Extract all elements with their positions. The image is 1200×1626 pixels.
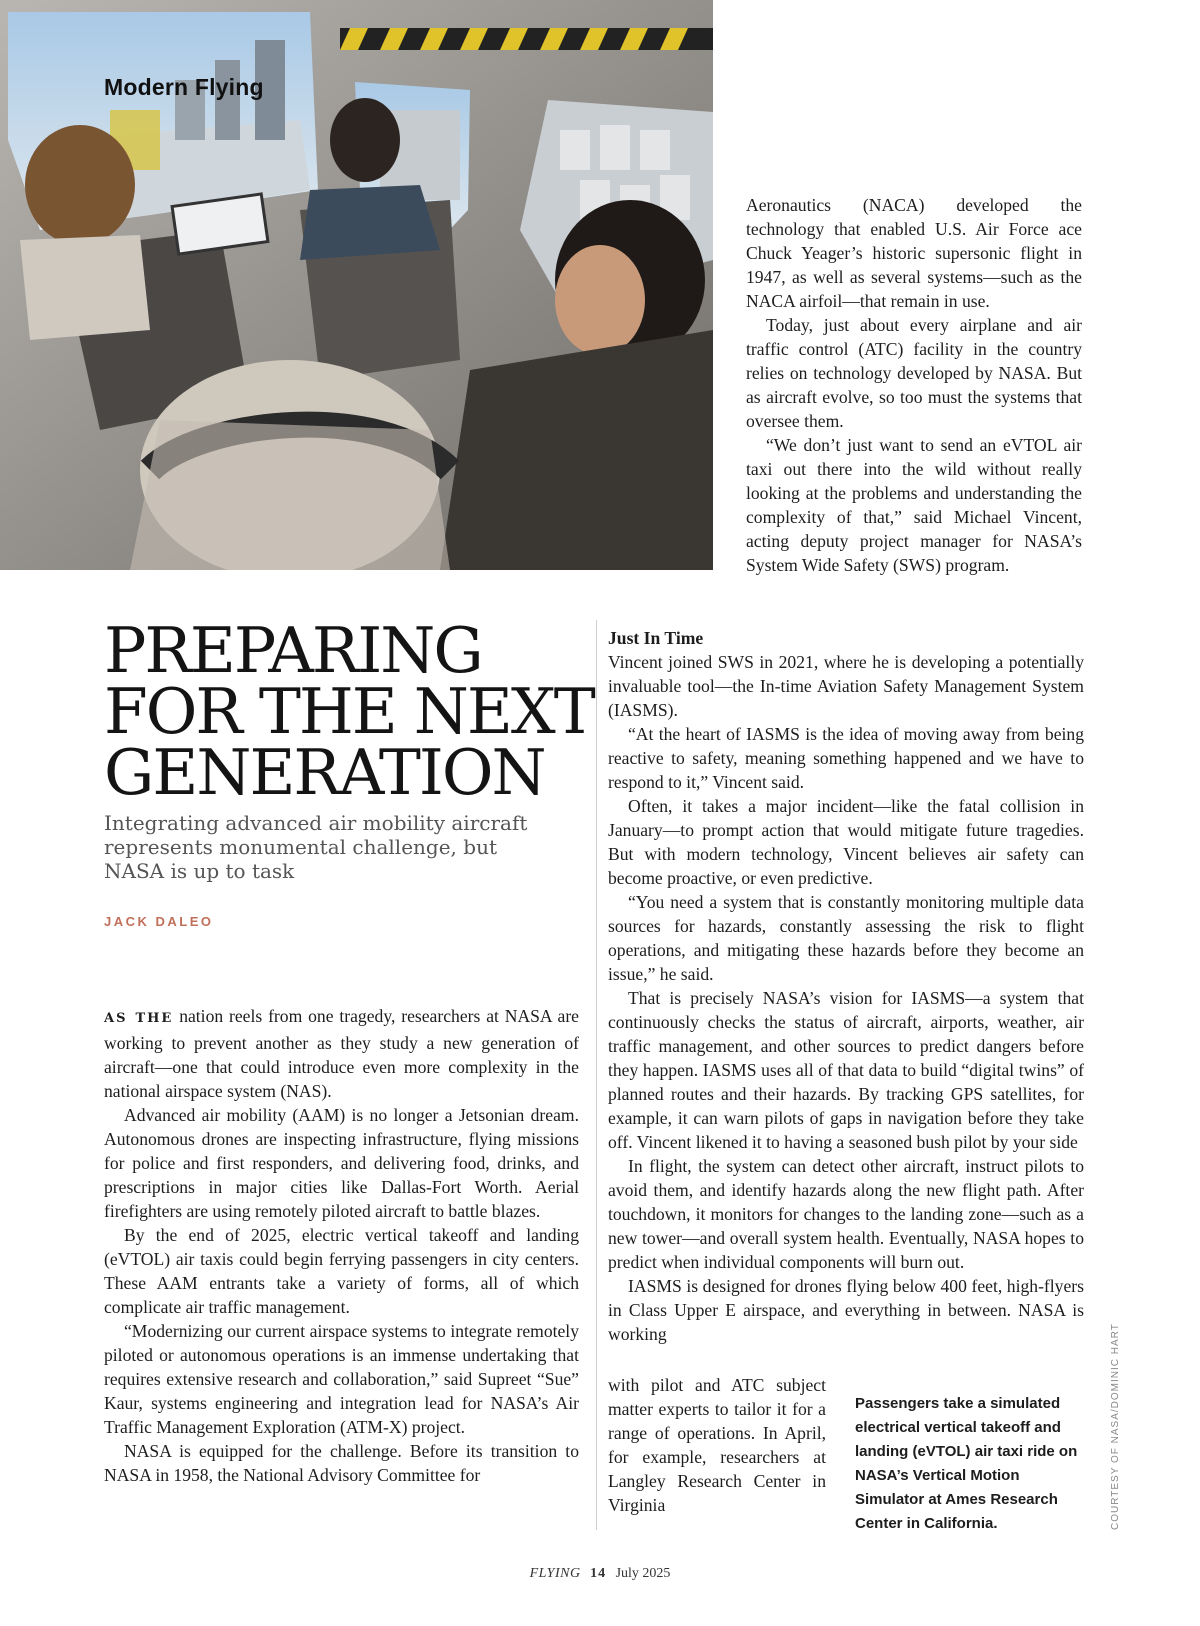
body-column-right [608,626,1084,1346]
intro-paragraph: Today, just about every airplane and air traffic control (ATC) facility in the country relies on technology developed by NASA. But as aircraft evolve, so too must the systems that oversee them. [746,315,1082,431]
body-paragraph: Often, it takes a major incident—like the fatal collision in January—to prompt action that would mitigate future tragedies. But with modern technology, Vincent believes air safety can become proactive, or even predictive. [608,796,1084,888]
intro-column [746,193,1082,577]
photo-credit: COURTESY OF NASA/DOMINIC HART [1110,1323,1121,1530]
byline: JACK DALEO [104,914,214,929]
body-paragraph: Vincent joined SWS in 2021, where he is developing a potentially invaluable tool—the In-time Aviation Safety Management System (IASMS). [608,652,1084,720]
body-paragraph: By the end of 2025, electric vertical takeoff and landing (eVTOL) air taxis could begin ferrying passengers in city centers. These AAM entrants take a variety of forms, all of which complicate air traffic management. [104,1225,579,1317]
body-paragraph: That is precisely NASA’s vision for IASMS—a system that continuously checks the status of aircraft, airports, weather, air traffic management, and other sources to predict dangers before they happen. IASMS uses all of that data to build “digital twins” of planned routes and their hazards. By tracking GPS satellites, for example, it can warn pilots of gaps in navigation before they take off. Vincent likened it to having a seasoned bush pilot by your side [608,988,1084,1152]
lead-text: nation reels from one tragedy, researchers at NASA are working to prevent another as they study a new generation of aircraft—one that could introduce even more complexity in the national airspace system (NAS). [104,1006,579,1101]
lead-caps: AS THE [104,1011,174,1026]
deck: Integrating advanced air mobility aircraft represents monumental challenge, but NASA is up to task [104,811,528,883]
issue-date: July 2025 [615,1566,671,1581]
body-paragraph: “At the heart of IASMS is the idea of moving away from being reactive to safety, meaning something happened and we have to respond to it,” Vincent said. [608,724,1084,792]
headline: PREPARING FOR THE NEXT GENERATION [104,614,594,809]
body-paragraph: IASMS is designed for drones flying below 400 feet, high-flyers in Class Upper E airspace, and everything in between. NASA is working [608,1276,1084,1344]
subhead: Just In Time [608,628,704,648]
intro-paragraph: Aeronautics (NACA) developed the technology that enabled U.S. Air Force ace Chuck Yeager’s historic supersonic flight in 1947, as well as several systems—such as the NACA airfoil—that remain in use. [746,195,1082,311]
body-paragraph: with pilot and ATC subject matter experts to tailor it for a range of operations. In April, for example, researchers at Langley Research Center in Virginia [608,1375,826,1515]
page-number: 14 [590,1566,607,1581]
body-paragraph: “Modernizing our current airspace systems to integrate remotely piloted or autonomous operations is an immense undertaking that requires extensive research and collaboration,” said Supreet “Sue” Kaur, systems engineering and integration lead for NASA’s Air Traffic Management Exploration (ATM-X) project. [104,1321,579,1437]
body-paragraph: In flight, the system can detect other aircraft, instruct pilots to avoid them, and identify hazards along the new flight path. After touchdown, it monitors for changes to the landing zone—such as a new tower—and overall system health. Eventually, NASA hopes to predict when individual components will burn out. [608,1156,1084,1272]
body-paragraph: Advanced air mobility (AAM) is no longer a Jetsonian dream. Autonomous drones are inspecting infrastructure, flying missions for police and first responders, and delivering food, drinks, and prescriptions in major cities like Dallas-Fort Worth. Aerial firefighters are using remotely piloted aircraft to battle blazes. [104,1105,579,1221]
section-label: Modern Flying [104,74,264,100]
body-paragraph: “You need a system that is constantly monitoring multiple data sources for hazards, constantly assessing the risk to flight operations, and mitigating these hazards before they become an issue,” he said. [608,892,1084,984]
body-paragraph: NASA is equipped for the challenge. Before its transition to NASA in 1958, the National Advisory Committee for [104,1441,579,1485]
photo-caption: Passengers take a simulated electrical vertical takeoff and landing (eVTOL) air taxi ride on NASA’s Vertical Motion Simulator at Ames Research Center in California. [855,1395,1078,1532]
column-divider [596,620,597,1530]
intro-paragraph: “We don’t just want to send an eVTOL air taxi out there into the wild without really looking at the problems and understanding the complexity of that,” said Michael Vincent, acting deputy project manager for NASA’s System Wide Safety (SWS) program. [746,435,1082,575]
body-column-narrow [608,1373,826,1517]
page-footer [0,1566,1200,1582]
lead-paragraph [104,1004,579,1103]
body-column-left [104,1004,579,1487]
publication-name: FLYING [529,1566,581,1581]
